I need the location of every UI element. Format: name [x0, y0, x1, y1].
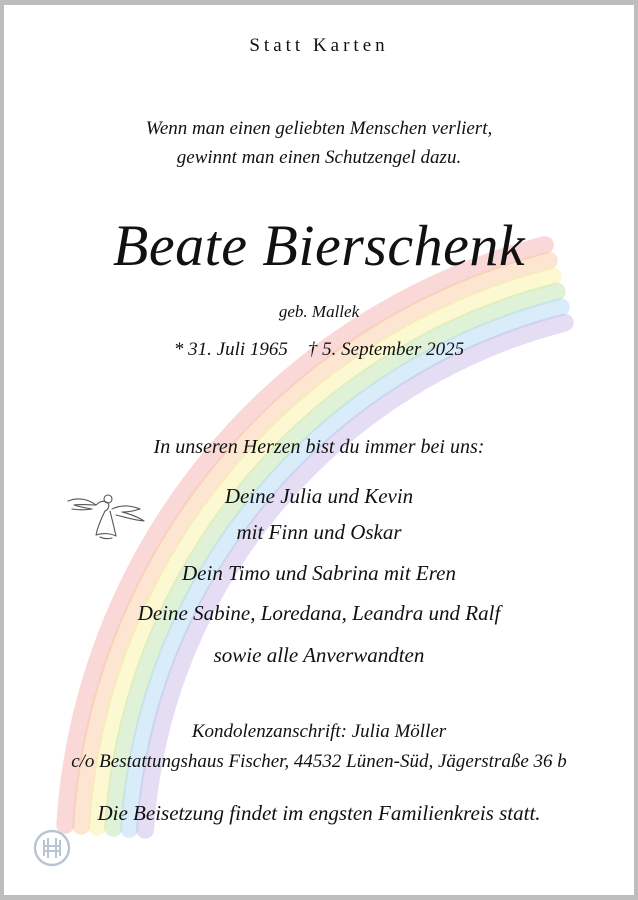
- mourners-intro: In unseren Herzen bist du immer bei uns:: [153, 436, 485, 458]
- publisher-logo-icon: [32, 828, 72, 868]
- obituary-card: [4, 5, 634, 895]
- deceased-name: Beate Bierschenk: [112, 213, 526, 278]
- mourner-line-5: sowie alle Anverwandten: [213, 643, 425, 667]
- quote-line-2: gewinnt man einen Schutzengel dazu.: [176, 147, 462, 168]
- mourner-line-2: mit Finn und Oskar: [236, 520, 402, 544]
- statt-karten-label: Statt Karten: [249, 35, 389, 56]
- mourner-line-4: Deine Sabine, Loredana, Leandra und Ralf: [137, 601, 501, 625]
- condolence-address-line-1: Kondolenzanschrift: Julia Möller: [191, 721, 447, 742]
- funeral-note: Die Beisetzung findet im engsten Familienkreis statt.: [97, 801, 541, 825]
- birth-name: geb. Mallek: [278, 302, 360, 321]
- death-date: † 5. September 2025: [307, 339, 465, 360]
- mourner-line-3: Dein Timo und Sabrina mit Eren: [182, 561, 456, 585]
- birth-date: * 31. Juli 1965: [173, 339, 288, 360]
- life-dates: [4, 339, 634, 361]
- condolence-address-line-2: c/o Bestattungshaus Fischer, 44532 Lünen-Süd, Jägerstraße 36 b: [71, 751, 567, 772]
- mourner-line-1: Deine Julia und Kevin: [224, 484, 414, 508]
- quote-line-1: Wenn man einen geliebten Menschen verliert,: [145, 118, 493, 139]
